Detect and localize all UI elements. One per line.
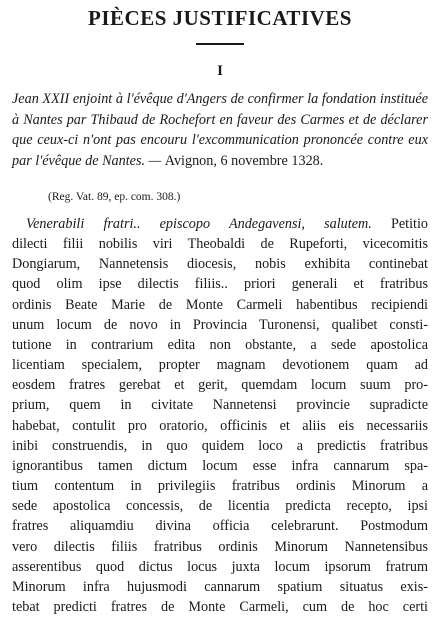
body-line [12,214,428,234]
document-page [12,0,429,615]
body-line: ordinis Beate Marie de Monte Carmeli habentibus recipiendi [12,296,428,313]
body-line: vero dilectis filiis fratribus ordinis Minorum Nannetensibus [12,538,428,555]
body-line: prium, quem in civitate Nannetensi provincie supradicte [12,397,428,414]
body-line: unum locum de novo in Provincia Turonensi, qualibet consti- [12,316,428,333]
body-line: habebat, contulit pro oratorio, officinis et aliis eis necessariis [12,417,428,434]
body-line: fratres aliquamdiu divina officia celebrarunt. Postmodum [12,518,428,535]
body-line: Minorum infra hujusmodi cannarum spatium situatus exis- [12,578,428,595]
document-number: I [217,63,223,79]
body-line: inibi construendis, in quo quidem loco a predictis fratribus [12,437,428,454]
body-line: tutione in contrarium edita non obstante, a sede apostolica [12,336,428,353]
document-body [12,214,428,617]
title-divider [196,43,244,45]
body-line: eosdem fratres gerebat et gerit, quemdam locum suum pro- [12,377,428,394]
body-line: ignorantibus tamen dictum locum esse infra cannarum spa- [12,457,428,474]
page-title: PIÈCES JUSTIFICATIVES [88,6,352,30]
body-line: sede apostolica concessis, de licentia predicta recepto, ipsi [12,498,428,515]
summary-date: Avignon, 6 novembre 1328. [164,152,324,169]
body-line: dilecti filii nobilis viri Theobaldi de Rupeforti, vicecomitis [12,236,428,253]
body-line: tebat predicti fratres de Monte Carmeli, cum de hoc certi [12,598,428,615]
body-line: asserentibus quod dictus locus juxta locum ipsorum fratrum [12,558,428,575]
body-line: licentiam specialem, propter magnam devotionem quam ad [12,357,428,374]
summary-text: Jean XXII enjoint à l'évêque d'Angers de confirmer la fondation instituée à Nantes par Thibaud de Rochefort en faveur des Carmes et de déclarer que ceux-ci n'ont pas encouru l'excommunication prononcée contre eux par l'évêque de Nantes. — [12,91,428,169]
salutation: Venerabili fratri.. episcopo Andegavensi, salutem. [26,216,372,232]
body-line-text: Petitio [390,216,429,232]
document-summary [12,89,428,171]
body-line: quod olim ipse dilectis filiis.. priori generali et fratribus [12,276,428,293]
body-line: tium contentum in privilegiis fratribus ordinis Minorum a [12,478,428,495]
archive-reference: (Reg. Vat. 89, ep. com. 308.) [48,191,181,203]
body-line: Dongiarum, Nannetensis diocesis, nobis exhibita continebat [12,256,428,273]
